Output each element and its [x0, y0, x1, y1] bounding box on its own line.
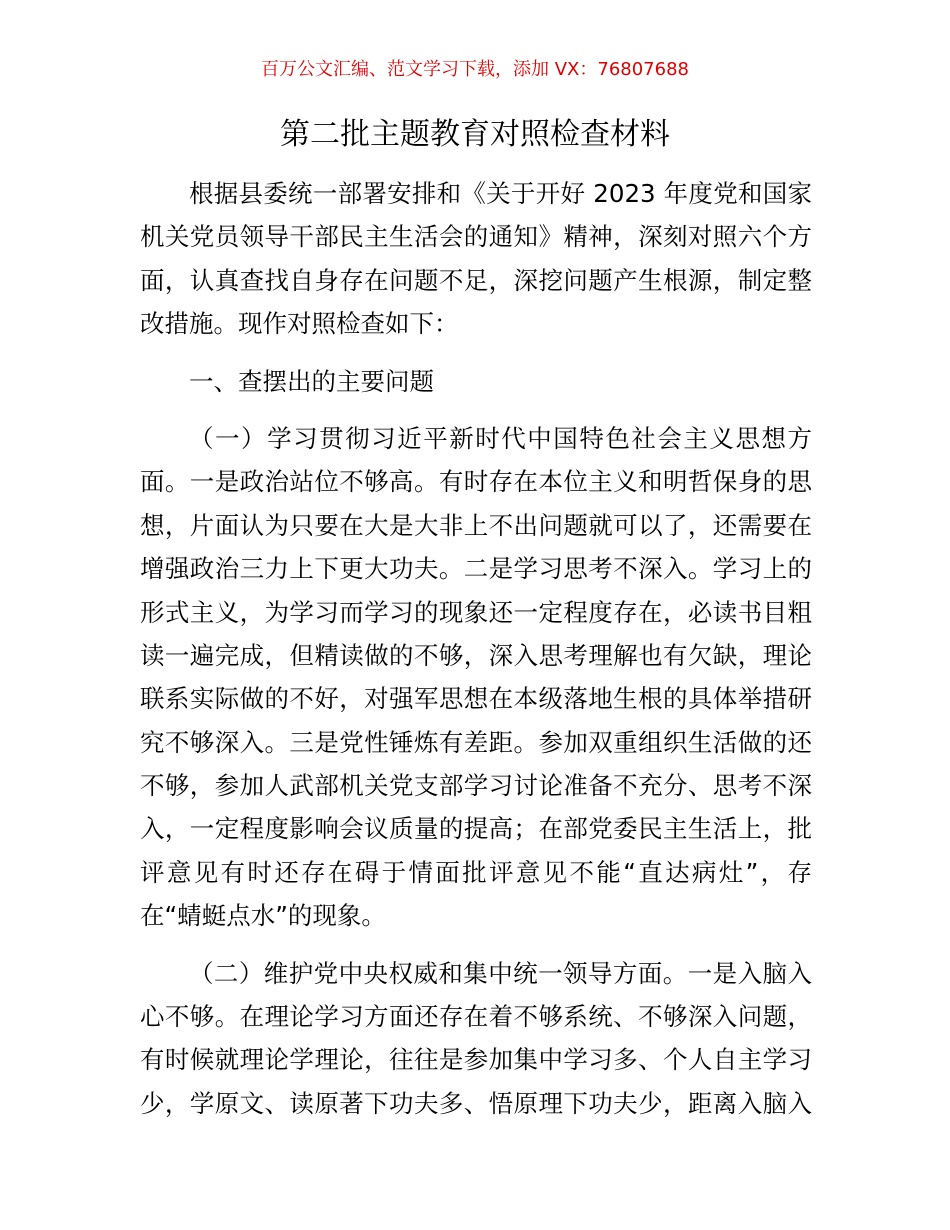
text-line: 想，片面认为只要在大是大非上不出问题就可以了，还需要在	[140, 510, 812, 540]
text-line: 面。一是政治站位不够高。有时存在本位主义和明哲保身的思	[140, 467, 812, 497]
text-line: 一、查摆出的主要问题	[189, 366, 434, 396]
text-line: 根据县委统一部署安排和《关于开好 2023 年度党和国家	[189, 179, 812, 208]
document-title: 第二批主题教育对照检查材料	[280, 117, 670, 152]
text-line: 面，认真查找自身存在问题不足，深挖问题产生根源，制定整	[140, 265, 812, 295]
text-line: （一）学习贯彻习近平新时代中国特色社会主义思想方	[189, 423, 812, 453]
text-line: 在“蜻蜓点水”的现象。	[140, 901, 386, 931]
text-line: 评意见有时还存在碍于情面批评意见不能“直达病灶”，存	[140, 857, 812, 887]
text-line: 心不够。在理论学习方面还存在着不够系统、不够深入问题，	[140, 1002, 812, 1032]
text-line: 有时候就理论学理论，往往是参加集中学习多、个人自主学习	[140, 1045, 812, 1075]
text-line: 改措施。现作对照检查如下：	[140, 309, 459, 339]
text-line: 增强政治三力上下更大功夫。二是学习思考不深入。学习上的	[140, 554, 812, 584]
document-body	[140, 172, 812, 1125]
text-line: 机关党员领导干部民主生活会的通知》精神，深刻对照六个方	[140, 222, 812, 252]
text-line: 究不够深入。三是党性锤炼有差距。参加双重组织生活做的还	[140, 727, 812, 757]
text-line: 少，学原文、读原著下功夫多、悟原理下功夫少，距离入脑入	[140, 1088, 812, 1118]
text-line: 形式主义，为学习而学习的现象还一定程度存在，必读书目粗	[140, 597, 812, 627]
header-contact-note: 百万公文汇编、范文学习下载，添加 VX：76807688	[261, 59, 689, 80]
intro-paragraph	[140, 172, 812, 346]
text-line: 入，一定程度影响会议质量的提高；在部党委民主生活上，批	[140, 814, 812, 844]
section-heading	[140, 360, 812, 403]
text-line: 不够，参加人武部机关党支部学习讨论准备不充分、思考不深	[140, 771, 812, 801]
text-line: 联系实际做的不好，对强军思想在本级落地生根的具体举措研	[140, 684, 812, 714]
text-line: 读一遍完成，但精读做的不够，深入思考理解也有欠缺，理论	[140, 640, 812, 670]
text-line: （二）维护党中央权威和集中统一领导方面。一是入脑入	[189, 958, 812, 988]
item-one-paragraph	[140, 417, 812, 938]
item-two-paragraph	[140, 952, 812, 1126]
